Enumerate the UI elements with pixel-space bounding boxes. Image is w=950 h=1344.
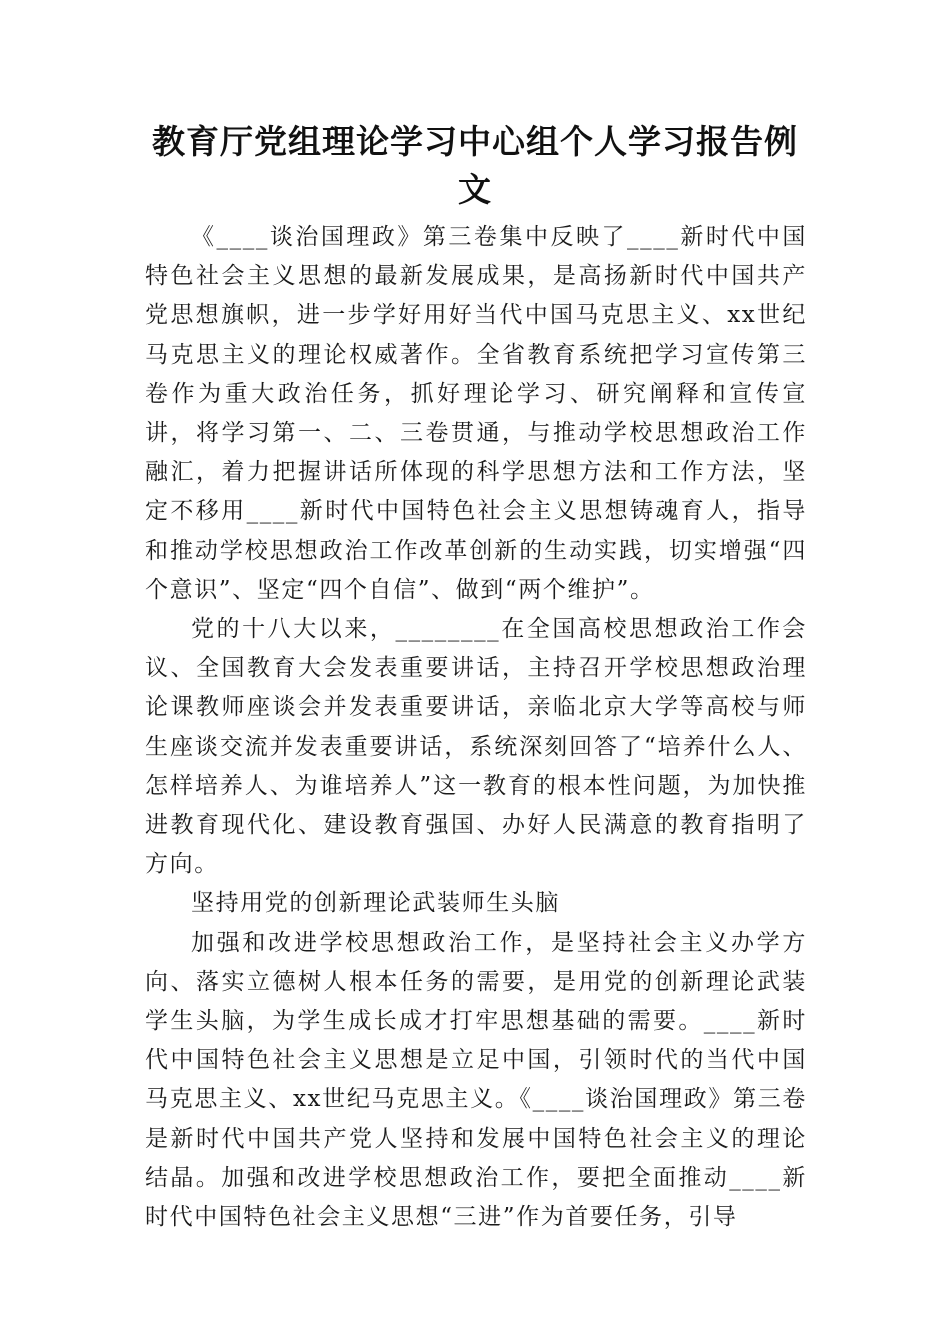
paragraph-intro: 《____谈治国理政》第三卷集中反映了____新时代中国特色社会主义思想的最新发展成果，是高扬新时代中国共产党思想旗帜，进一步学好用好当代中国马克思主义、xx世纪马克思主义的理论权威著作。全省教育系统把学习宣传第三卷作为重大政治任务，抓好理论学习、研究阐释和宣传宣讲，将学习第一、二、三卷贯通，与推动学校思想政治工作融汇，着力把握讲话所体现的科学思想方法和工作方法，坚定不移用____新时代中国特色社会主义思想铸魂育人，指导和推动学校思想政治工作改革创新的生动实践，切实增强“四个意识”、坚定“四个自信”、做到“两个维护”。	[145, 224, 807, 603]
paragraph-since-18th-congress: 党的十八大以来，________在全国高校思想政治工作会议、全国教育大会发表重要讲话，主持召开学校思想政治理论课教师座谈会并发表重要讲话，亲临北京大学等高校与师生座谈交流并发表重要讲话，系统深刻回答了“培养什么人、怎样培养人、为谁培养人”这一教育的根本性问题，为加快推进教育现代化、建设教育强国、办好人民满意的教育指明了方向。	[145, 616, 807, 878]
paragraph-strengthen-work: 加强和改进学校思想政治工作，是坚持社会主义办学方向、落实立德树人根本任务的需要，是用党的创新理论武装学生头脑，为学生成长成才打牢思想基础的需要。____新时代中国特色社会主义思想是立足中国，引领时代的当代中国马克思主义、xx世纪马克思主义。《____谈治国理政》第三卷是新时代中国共产党人坚持和发展中国特色社会主义的理论结晶。加强和改进学校思想政治工作，要把全面推动____新时代中国特色社会主义思想“三进”作为首要任务，引导	[145, 929, 807, 1231]
document-title: 教育厅党组理论学习中心组个人学习报告例文	[152, 122, 798, 209]
section-heading: 坚持用党的创新理论武装师生头脑	[191, 890, 560, 917]
document-body	[145, 218, 807, 1237]
